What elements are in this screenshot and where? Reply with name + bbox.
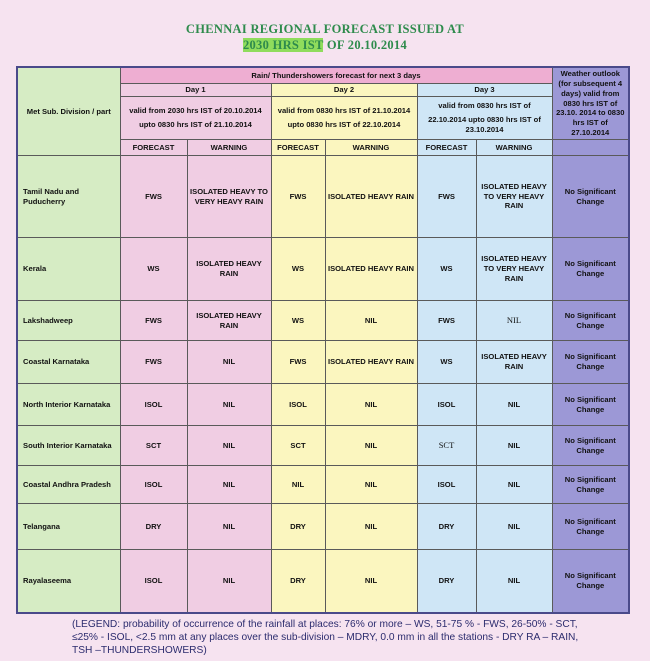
- outlook-value: No Significant Change: [552, 384, 629, 426]
- title-highlight: 2030 HRS IST: [242, 38, 324, 52]
- day1-header: Day 1: [120, 83, 271, 96]
- day2-forecast: SCT: [271, 426, 325, 466]
- table-row: [17, 301, 629, 341]
- subdivision-name: North Interior Karnataka: [17, 384, 120, 426]
- day3-forecast: DRY: [417, 504, 476, 550]
- legend-text: (LEGEND: probability of occurrence of the rainfall at places: 76% or more – WS, 51-75 % - FWS, 26-50% - SCT, ≤25% - ISOL, <2.5 mm at any places over the sub-division – MDRY, 0.0 mm in all the stations - DRY RA – RAIN, TSH –THUNDERSHOWERS): [72, 619, 579, 656]
- outlook-value: No Significant Change: [552, 238, 629, 301]
- day3-forecast: ISOL: [417, 384, 476, 426]
- day2-warning: ISOLATED HEAVY RAIN: [325, 238, 417, 301]
- day1-warning: NIL: [187, 466, 271, 504]
- day3-warning: ISOLATED HEAVY RAIN: [476, 341, 552, 384]
- outlook-value: No Significant Change: [552, 426, 629, 466]
- day2-forecast: DRY: [271, 504, 325, 550]
- day1-valid-from: valid from 2030 hrs IST of 20.10.2014: [129, 106, 262, 116]
- outlook-col: [552, 140, 629, 156]
- day1-warning-col: WARNING: [187, 140, 271, 156]
- day2-forecast: WS: [271, 238, 325, 301]
- day2-forecast-col: FORECAST: [271, 140, 325, 156]
- day3-warning: ISOLATED HEAVY TO VERY HEAVY RAIN: [476, 238, 552, 301]
- day1-valid-to: upto 0830 hrs IST of 21.10.2014: [139, 120, 252, 130]
- day1-warning: NIL: [187, 426, 271, 466]
- day1-forecast-col: FORECAST: [120, 140, 187, 156]
- day3-forecast: SCT: [417, 426, 476, 466]
- table-row: [17, 466, 629, 504]
- subdivision-header: Met Sub. Division / part: [17, 67, 120, 156]
- day2-forecast: FWS: [271, 156, 325, 238]
- day2-forecast: WS: [271, 301, 325, 341]
- outlook-value: No Significant Change: [552, 504, 629, 550]
- day3-forecast: FWS: [417, 301, 476, 341]
- day1-forecast: ISOL: [120, 550, 187, 613]
- subdivision-name: Coastal Andhra Pradesh: [17, 466, 120, 504]
- day2-forecast: DRY: [271, 550, 325, 613]
- outlook-value: No Significant Change: [552, 156, 629, 238]
- day1-forecast: DRY: [120, 504, 187, 550]
- day1-warning: ISOLATED HEAVY RAIN: [187, 301, 271, 341]
- day3-forecast: WS: [417, 341, 476, 384]
- day1-forecast: ISOL: [120, 384, 187, 426]
- day2-warning: NIL: [325, 301, 417, 341]
- subdivision-name: Rayalaseema: [17, 550, 120, 613]
- subdivision-name: Lakshadweep: [17, 301, 120, 341]
- day1-forecast: SCT: [120, 426, 187, 466]
- day3-forecast: FWS: [417, 156, 476, 238]
- day1-validity: [120, 97, 271, 140]
- day3-forecast-col: FORECAST: [417, 140, 476, 156]
- day1-warning: NIL: [187, 550, 271, 613]
- subdivision-name: Telangana: [17, 504, 120, 550]
- day3-warning: NIL: [476, 504, 552, 550]
- day2-warning-col: WARNING: [325, 140, 417, 156]
- day3-warning: NIL: [476, 426, 552, 466]
- day1-warning: NIL: [187, 341, 271, 384]
- table-row: [17, 550, 629, 613]
- day3-valid-to: 22.10.2014 upto 0830 hrs IST of 23.10.2014: [428, 115, 541, 134]
- day1-forecast: FWS: [120, 341, 187, 384]
- day3-warning: ISOLATED HEAVY TO VERY HEAVY RAIN: [476, 156, 552, 238]
- outlook-value: No Significant Change: [552, 341, 629, 384]
- day2-header: Day 2: [271, 83, 417, 96]
- day3-warning: NIL: [476, 550, 552, 613]
- outlook-value: No Significant Change: [552, 550, 629, 613]
- day3-warning: NIL: [476, 301, 552, 341]
- subdivision-name: Tamil Nadu and Puducherry: [17, 156, 120, 238]
- day2-forecast: ISOL: [271, 384, 325, 426]
- page-subtitle: [0, 38, 650, 53]
- day2-warning: NIL: [325, 426, 417, 466]
- outlook-value: No Significant Change: [552, 466, 629, 504]
- table-row: [17, 384, 629, 426]
- day2-warning: NIL: [325, 550, 417, 613]
- day3-warning: NIL: [476, 466, 552, 504]
- table-row: [17, 426, 629, 466]
- subdivision-name: South Interior Karnataka: [17, 426, 120, 466]
- subdivision-name: Coastal Karnataka: [17, 341, 120, 384]
- day1-forecast: WS: [120, 238, 187, 301]
- day2-valid-to: upto 0830 hrs IST of 22.10.2014: [287, 120, 401, 130]
- table-row: [17, 156, 629, 238]
- day3-warning-col: WARNING: [476, 140, 552, 156]
- table-row: [17, 238, 629, 301]
- day3-forecast: ISOL: [417, 466, 476, 504]
- day3-header: Day 3: [417, 83, 552, 96]
- day2-warning: ISOLATED HEAVY RAIN: [325, 156, 417, 238]
- day3-warning: NIL: [476, 384, 552, 426]
- day3-forecast: DRY: [417, 550, 476, 613]
- page-title: CHENNAI REGIONAL FORECAST ISSUED AT: [185, 22, 465, 36]
- day1-forecast: FWS: [120, 156, 187, 238]
- outlook-header: Weather outlook (for subsequent 4 days) valid from 0830 hrs IST of 23.10. 2014 to 0830 hrs IST of 27.10.2014: [552, 67, 629, 140]
- outlook-value: No Significant Change: [552, 301, 629, 341]
- day3-valid-from: valid from 0830 hrs IST of: [438, 101, 531, 111]
- day1-forecast: FWS: [120, 301, 187, 341]
- title-date: OF 20.10.2014: [323, 38, 408, 52]
- day1-warning: ISOLATED HEAVY RAIN: [187, 238, 271, 301]
- day1-warning: ISOLATED HEAVY TO VERY HEAVY RAIN: [187, 156, 271, 238]
- day2-forecast: NIL: [271, 466, 325, 504]
- day3-forecast: WS: [417, 238, 476, 301]
- subdivision-name: Kerala: [17, 238, 120, 301]
- day2-valid-from: valid from 0830 hrs IST of 21.10.2014: [277, 106, 411, 116]
- day1-warning: NIL: [187, 384, 271, 426]
- day1-warning: NIL: [187, 504, 271, 550]
- day2-warning: ISOLATED HEAVY RAIN: [325, 341, 417, 384]
- table-row: [17, 504, 629, 550]
- rain-forecast-header: Rain/ Thundershowers forecast for next 3 days: [120, 67, 552, 83]
- day2-warning: NIL: [325, 504, 417, 550]
- day2-validity: [271, 97, 417, 140]
- table-row: [17, 341, 629, 384]
- day1-forecast: ISOL: [120, 466, 187, 504]
- forecast-table: [16, 66, 630, 614]
- day2-warning: NIL: [325, 466, 417, 504]
- day3-validity: [417, 97, 552, 140]
- day2-forecast: FWS: [271, 341, 325, 384]
- day2-warning: NIL: [325, 384, 417, 426]
